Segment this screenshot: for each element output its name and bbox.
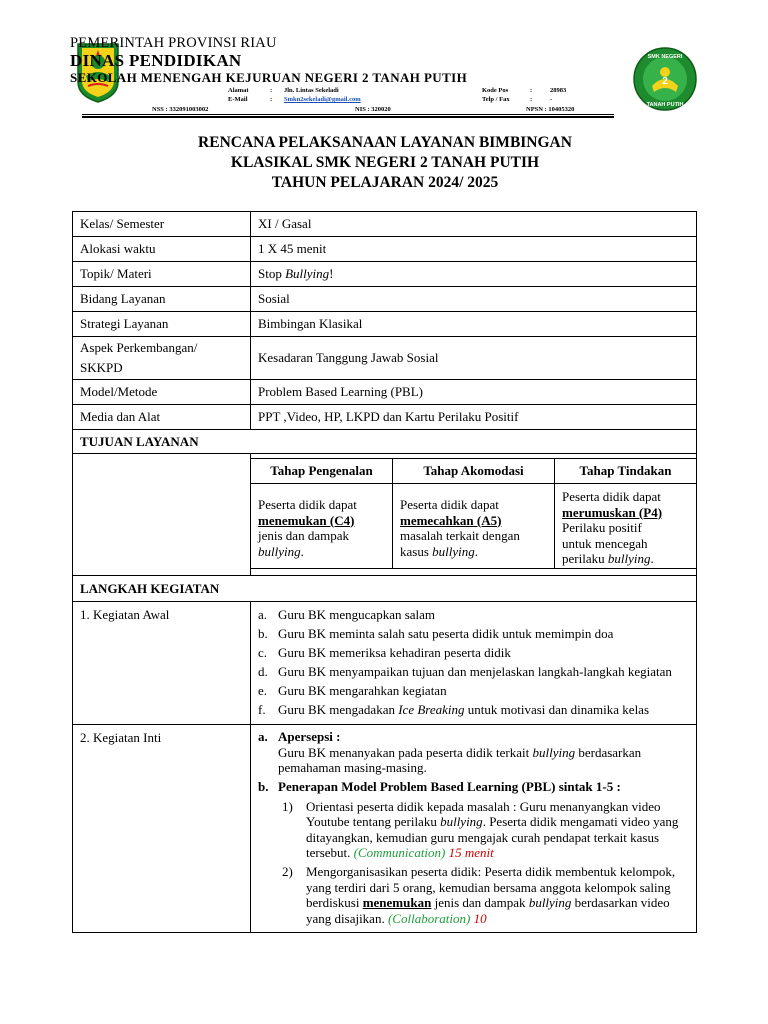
plan-table (72, 211, 697, 933)
row-value: PPT ,Video, HP, LKPD dan Kartu Perilaku Positif (251, 405, 697, 430)
school-logo-top-text: SMK NEGERI (647, 54, 683, 60)
table-row (73, 262, 697, 287)
row-label-line2: SKKPD (80, 360, 123, 375)
tujuan-head-row (251, 459, 696, 484)
row-value: Sosial (251, 287, 697, 312)
tujuan-body-akomodasi (393, 484, 555, 569)
row-value: Bimbingan Klasikal (251, 312, 697, 337)
letterhead-school: SEKOLAH MENENGAH KEJURUAN NEGERI 2 TANAH PUTIH (70, 70, 468, 85)
email-label: E-Mail (228, 96, 248, 103)
address-label: Alamat (228, 87, 249, 94)
list-item (258, 645, 689, 661)
step-text-b: . Peserta didik mengamati video yang ditayangkan, kemudian guru mengajak curah pendapat terkait kasus tersebut. (306, 814, 679, 860)
step-text-b: jenis dan dampak (431, 895, 529, 910)
school-logo-number: 2 (662, 76, 668, 87)
step-text-u: menemukan (362, 895, 432, 910)
row-label: Media dan Alat (73, 405, 251, 430)
list-text: Guru BK mengarahkan kegiatan (278, 683, 447, 698)
tujuan-2c: masalah terkait dengan (400, 528, 520, 543)
npsn-number: NPSN : 10405320 (526, 106, 575, 113)
list-marker: e. (258, 683, 268, 698)
letterhead-government: PEMERINTAH PROVINSI RIAU (70, 35, 277, 51)
list-text-post: untuk motivasi dan dinamika kelas (464, 702, 650, 717)
kegiatan-inti-content (251, 725, 697, 933)
nss-number: NSS : 332091003002 (152, 106, 209, 113)
phone-value: - (550, 96, 553, 103)
tujuan-1e: . (300, 543, 304, 559)
tujuan-body-tindakan (555, 484, 697, 569)
list-text: Guru BK memeriksa kehadiran peserta didik (278, 645, 511, 660)
row-label: Model/Metode (73, 380, 251, 405)
tujuan-2b: memecahkan (A5) (400, 512, 502, 528)
list-marker: a. (258, 607, 268, 622)
list-marker: b. (258, 626, 268, 641)
tujuan-head-akomodasi: Tahap Akomodasi (393, 459, 555, 484)
letterhead-agency: DINAS PENDIDIKAN (70, 51, 242, 70)
step-duration: 10 (470, 910, 487, 926)
section-row (73, 576, 697, 602)
tujuan-3g: . (650, 551, 654, 567)
step-text-a: Mengorganisasikan peserta didik: Peserta didik membentuk kelompok, yang terdiri dari 5 orang, kemudian bersama anggota kelompok saling berdiskusi (306, 864, 676, 910)
list-text: Guru BK mengucapkan salam (278, 607, 436, 622)
row-value: 1 X 45 menit (251, 237, 697, 262)
topic-pre: Stop (258, 266, 286, 281)
row-value (251, 262, 697, 287)
table-row (73, 337, 697, 380)
tujuan-3d: untuk mencegah (562, 535, 648, 551)
table-row (73, 287, 697, 312)
postcode-label: Kode Pos (482, 87, 509, 94)
letterhead-rule-thick (82, 116, 614, 118)
list-text: Guru BK menyampaikan tujuan dan menjelaskan langkah-langkah kegiatan (278, 664, 672, 679)
list-text-pre: Guru BK mengadakan (278, 702, 399, 717)
kegiatan-awal-content (251, 602, 697, 725)
tujuan-2f: . (474, 543, 478, 559)
list-item-apersepsi (258, 729, 689, 776)
tujuan-body-pengenalan (251, 484, 393, 569)
table-row (73, 237, 697, 262)
school-logo (632, 46, 698, 112)
doc-title-line3: TAHUN PELAJARAN 2024/ 2025 (271, 174, 499, 191)
nis-number: NIS : 320020 (355, 106, 391, 113)
apersepsi-title: Apersepsi : (278, 729, 341, 744)
row-label: Topik/ Materi (73, 262, 251, 287)
kegiatan-awal-row (73, 602, 697, 725)
step-text-a: Orientasi peserta didik kepada masalah : Guru menanyangkan video Youtube tentang perilaku (306, 798, 661, 829)
list-marker: b. (258, 779, 269, 794)
row-value: Kesadaran Tanggung Jawab Sosial (251, 337, 697, 380)
step-text-em: bullying (528, 895, 572, 910)
email-link[interactable]: Smkn2sekeladi@gmail.com (284, 96, 361, 103)
tujuan-row (73, 454, 697, 576)
step-text-c: berdasarkan video yang disajikan. (306, 895, 670, 926)
tujuan-3b: merumuskan (P4) (562, 504, 663, 520)
pbl-title: Penerapan Model Problem Based Learning (PBL) sintak 1-5 : (278, 779, 621, 794)
section-row (73, 430, 697, 454)
tujuan-2e: bullying (432, 543, 475, 559)
row-label (73, 337, 251, 380)
list-marker: d. (258, 664, 268, 679)
row-value: XI / Gasal (251, 212, 697, 237)
letterhead-rule-thin (82, 114, 614, 115)
letterhead (70, 32, 700, 118)
list-item (258, 626, 689, 642)
row-value: Problem Based Learning (PBL) (251, 380, 697, 405)
section-heading-langkah: LANGKAH KEGIATAN (73, 576, 697, 602)
table-row (73, 380, 697, 405)
postcode-value: 28983 (550, 87, 567, 94)
postcode-sep: : (530, 87, 533, 94)
kegiatan-inti-label: 2. Kegiatan Inti (73, 725, 251, 933)
phone-label: Telp / Fax (482, 96, 510, 103)
pbl-step (278, 864, 689, 926)
tujuan-head-pengenalan: Tahap Pengenalan (251, 459, 393, 484)
list-item (258, 683, 689, 699)
tujuan-3c: Perilaku positif (562, 520, 642, 536)
row-label: Kelas/ Semester (73, 212, 251, 237)
kegiatan-inti-list (258, 729, 689, 926)
list-text: Guru BK meminta salah satu peserta didik untuk memimpin doa (278, 626, 614, 641)
list-item (258, 664, 689, 680)
list-item (258, 607, 689, 623)
pbl-steps (278, 799, 689, 927)
list-marker: f. (258, 702, 266, 717)
tujuan-blank (73, 454, 251, 576)
tujuan-inner-table (251, 458, 696, 569)
kegiatan-awal-label: 1. Kegiatan Awal (73, 602, 251, 725)
tujuan-3e: perilaku (562, 551, 608, 567)
row-label: Bidang Layanan (73, 287, 251, 312)
step-marker: 2) (282, 864, 293, 879)
kegiatan-inti-row (73, 725, 697, 933)
list-item-pbl (258, 779, 689, 926)
step-duration: 15 menit (445, 845, 494, 860)
school-logo-bottom-text: TANAH PUTIH (646, 102, 684, 108)
row-label-line1: Aspek Perkembangan/ (80, 340, 198, 355)
list-marker: c. (258, 645, 268, 660)
table-row (73, 212, 697, 237)
list-marker: a. (258, 729, 268, 744)
tujuan-1b: menemukan (C4) (258, 512, 355, 528)
row-label: Alokasi waktu (73, 237, 251, 262)
kegiatan-awal-list (258, 607, 689, 718)
apersepsi-text-post: berdasarkan pemahaman masing-masing. (278, 744, 642, 775)
row-label: Strategi Layanan (73, 312, 251, 337)
table-row (73, 312, 697, 337)
address-value: Jln. Lintas Sekeladi (284, 87, 339, 94)
tujuan-2d: kasus (400, 543, 433, 559)
tujuan-1c: jenis dan dampak (258, 528, 349, 543)
tujuan-1d: bullying (258, 543, 301, 559)
tujuan-cell (251, 454, 697, 576)
tujuan-head-tindakan: Tahap Tindakan (555, 459, 697, 484)
step-skill: (Communication) (353, 845, 446, 860)
apersepsi-text-em: bullying (532, 744, 576, 760)
tujuan-body-row (251, 484, 696, 569)
tujuan-3f: bullying (607, 551, 651, 567)
letterhead-address-row (70, 87, 700, 96)
step-marker: 1) (282, 798, 293, 814)
phone-sep: : (530, 96, 533, 103)
pbl-step (278, 799, 689, 861)
email-sep: : (270, 96, 273, 103)
list-text-em: Ice Breaking (398, 702, 465, 717)
list-item (258, 702, 689, 718)
letterhead-email-row (70, 96, 700, 105)
topic-em: Bullying (285, 266, 330, 281)
doc-title-line2: KLASIKAL SMK NEGERI 2 TANAH PUTIH (230, 154, 540, 171)
step-text-em: bullying (440, 814, 483, 829)
address-sep: : (270, 87, 273, 94)
section-heading-tujuan: TUJUAN LAYANAN (73, 430, 697, 454)
doc-title-line1: RENCANA PELAKSANAAN LAYANAN BIMBINGAN (198, 134, 572, 151)
tujuan-1a: Peserta didik dapat (258, 497, 357, 512)
tujuan-2a: Peserta didik dapat (400, 497, 499, 512)
topic-post: ! (329, 266, 334, 281)
apersepsi-text-pre: Guru BK menanyakan pada peserta didik terkait (278, 744, 533, 760)
step-skill: (Collaboration) (387, 910, 471, 926)
tujuan-3a: Peserta didik dapat (562, 489, 661, 505)
table-row (73, 405, 697, 430)
